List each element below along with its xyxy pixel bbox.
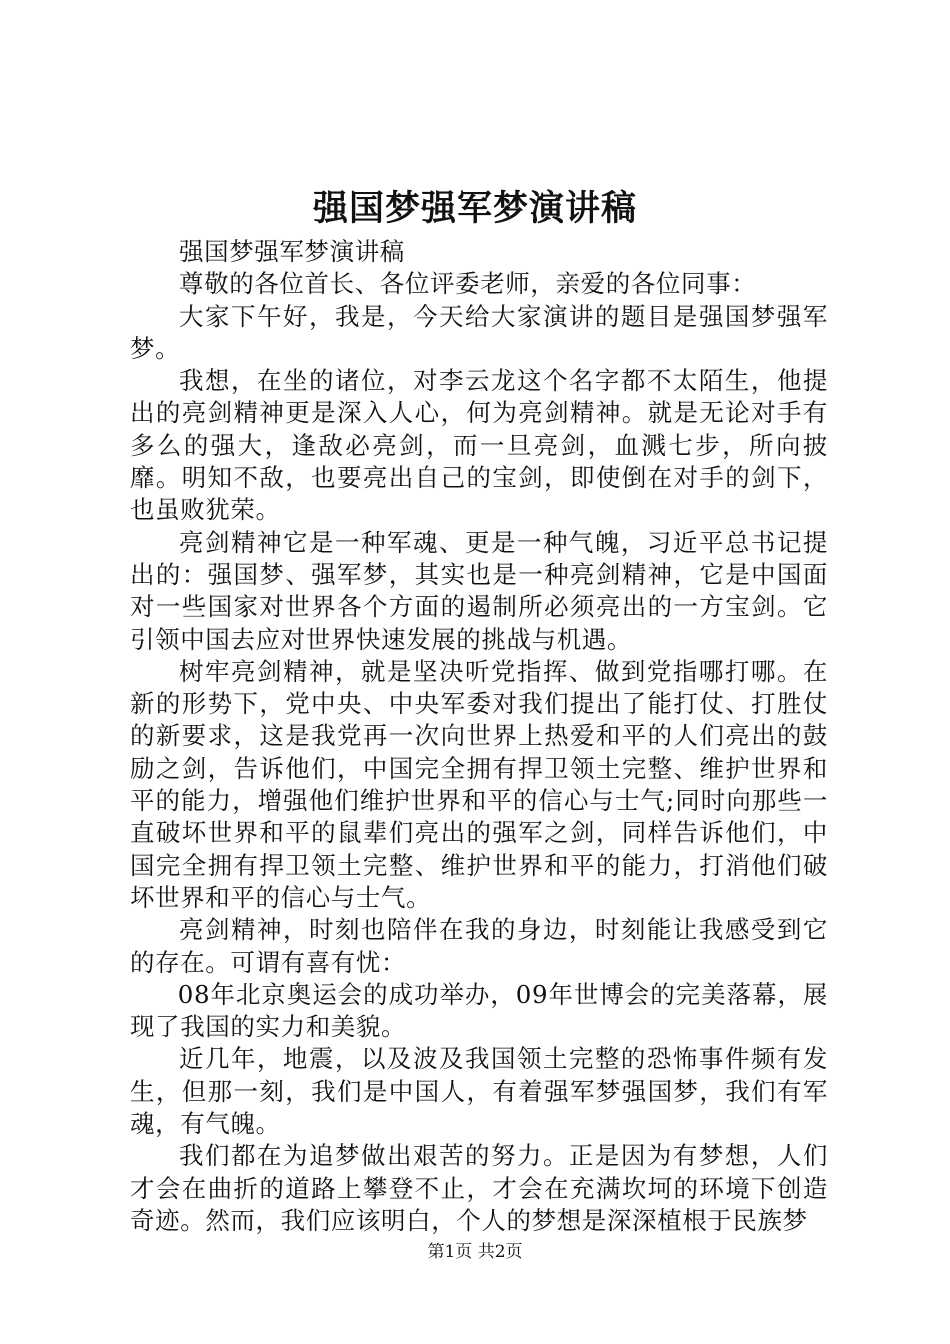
page-footer: 第1页 共2页 [427, 1242, 523, 1262]
paragraph-liangjian-spirit: 亮剑精神它是一种军魂、更是一种气魄，习近平总书记提出的：强国梦、强军梦，其实也是一种亮剑精神，它是中国面对一些国家对世界各个方面的遏制所必须亮出的一方宝剑。它引领中国去应对世界快速发展的挑战与机遇。 [130, 527, 828, 654]
paragraph-liangjian-intro: 我想，在坐的诸位，对李云龙这个名字都不太陌生，他提出的亮剑精神更是深入人心，何为亮剑精神。就是无论对手有多么的强大，逢敌必亮剑，而一旦亮剑，血溅七步，所向披靡。明知不敌，也要亮出自己的宝剑，即使倒在对手的剑下，也虽败犹荣。 [130, 366, 828, 525]
paragraph-recent-years: 近几年，地震，以及波及我国领土完整的恐怖事件频有发生，但那一刻，我们是中国人，有着强军梦强国梦，我们有军魂，有气魄。 [130, 1044, 828, 1139]
paragraph-party-command: 树牢亮剑精神，就是坚决听党指挥、做到党指哪打哪。在新的形势下，党中央、中央军委对我们提出了能打仗、打胜仗的新要求，这是我党再一次向世界上热爱和平的人们亮出的鼓励之剑，告诉他们，中国完全拥有捍卫领土完整、维护世界和平的能力，增强他们维护世界和平的信心与士气;同时向那些一直破坏世界和平的鼠辈们亮出的强军之剑，同样告诉他们，中国完全拥有捍卫领土完整、维护世界和平的能力，打消他们破坏世界和平的信心与士气。 [130, 656, 828, 912]
document-title: 强国梦强军梦演讲稿 [312, 188, 637, 229]
paragraph-subtitle: 强国梦强军梦演讲稿 [179, 237, 405, 266]
paragraph-olympics-expo: 08年北京奥运会的成功举办，09年世博会的完美落幕，展现了我国的实力和美貌。 [130, 979, 828, 1042]
paragraph-companionship: 亮剑精神，时刻也陪伴在我的身边，时刻能让我感受到它的存在。可谓有喜有忧： [130, 915, 828, 977]
paragraph-salutation: 尊敬的各位首长、各位评委老师，亲爱的各位同事： [179, 269, 757, 299]
paragraph-pursuit: 我们都在为追梦做出艰苦的努力。正是因为有梦想，人们才会在曲折的道路上攀登不止，才会在充满坎坷的环境下创造奇迹。然而，我们应该明白，个人的梦想是深深植根于民族梦 [130, 1141, 828, 1235]
document-body [130, 236, 828, 1237]
paragraph-greeting: 大家下午好，我是，今天给大家演讲的题目是强国梦强军梦。 [130, 301, 828, 363]
